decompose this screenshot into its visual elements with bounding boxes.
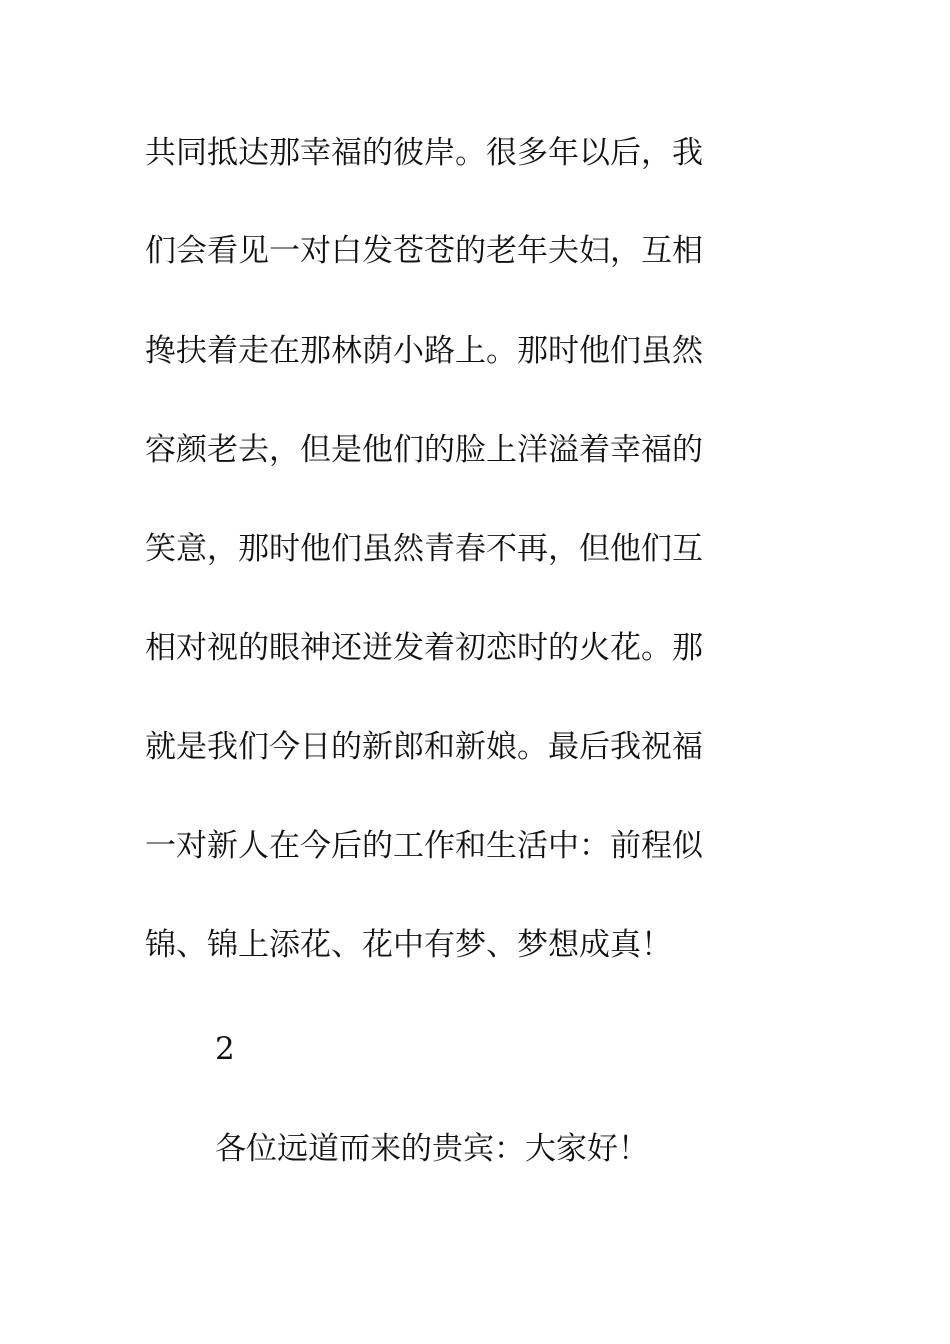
paragraph-line: 相对视的眼神还迸发着初恋时的火花。那 — [145, 630, 703, 666]
paragraph-line: 锦、锦上添花、花中有梦、梦想成真！ — [145, 927, 672, 963]
paragraph-line: 共同抵达那幸福的彼岸。很多年以后，我 — [145, 135, 703, 171]
paragraph-line: 笑意，那时他们虽然青春不再，但他们互 — [145, 531, 703, 567]
paragraph-line: 搀扶着走在那林荫小路上。那时他们虽然 — [145, 333, 703, 369]
paragraph-line: 们会看见一对白发苍苍的老年夫妇，互相 — [145, 233, 703, 269]
paragraph-line: 就是我们今日的新郎和新娘。最后我祝福 — [145, 729, 703, 765]
paragraph-line: 容颜老去，但是他们的脸上洋溢着幸福的 — [145, 432, 703, 468]
section-number: 2 — [215, 1031, 235, 1067]
greeting-line: 各位远道而来的贵宾：大家好！ — [215, 1131, 649, 1167]
paragraph-line: 一对新人在今后的工作和生活中：前程似 — [145, 828, 703, 864]
